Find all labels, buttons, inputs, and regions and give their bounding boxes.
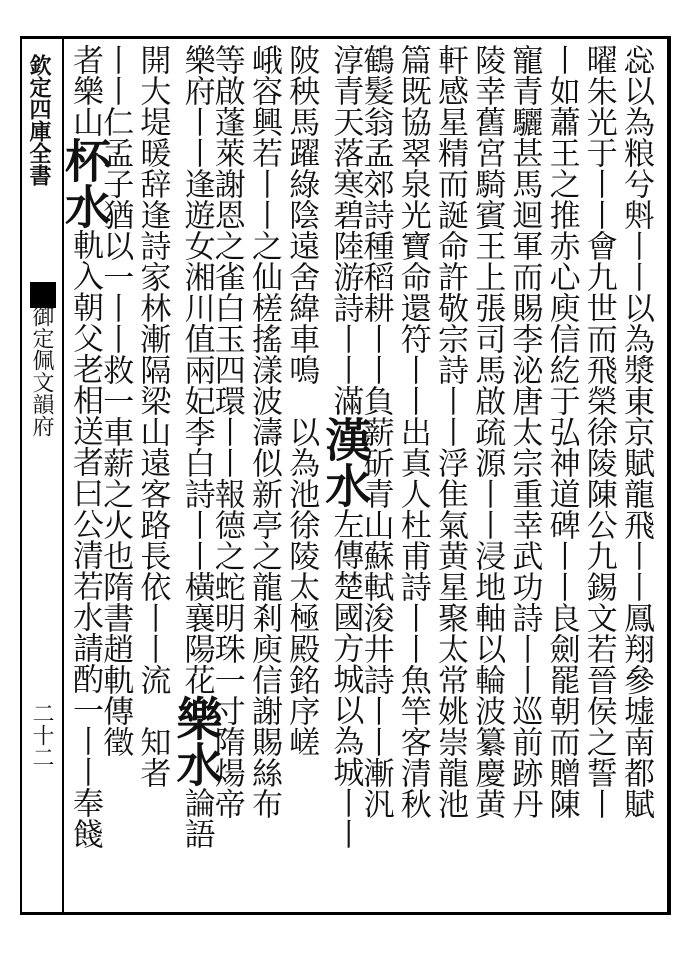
text-column: [246, 44, 282, 819]
column-text: 篇既協翠泉光寶命還符丨丨出真人杜甫詩丨丨魚竿客清秋: [394, 44, 431, 819]
margin-page-number: 二十二: [29, 702, 54, 768]
column-text: 曜朱光于丨丨會九世而飛榮徐陵陳公九錫文若晉侯之誓丨: [580, 44, 617, 819]
frame-right-border: [667, 36, 671, 915]
column-text: 左傳楚國方城以為城丨丨: [327, 508, 364, 849]
column-text: 丨如蕭王之推赤心庾信紇于弘神道碑丨丨良劍罷朝而贈陳: [543, 44, 580, 819]
column-text: 軒感星精而誕命許敬宗詩丨丨浮隹氣黄星聚太常姚崇龍池: [432, 44, 468, 819]
column-text: 等啟蓬萊謝恩之雀白玉四環丨丨報德之蛇明珠一寸隋煬帝: [208, 44, 245, 819]
column-text: 知者: [134, 726, 171, 788]
text-column: [169, 44, 224, 849]
column-text: 淳青天落寒碧陸游詩丨丨滿: [327, 44, 364, 416]
column-text: 軌入朝父老相送者曰公清若水請酌一丨丨奉餞: [67, 229, 103, 849]
column-text: 陂秧馬躍綠陰遠舍緯車鳴: [283, 44, 320, 385]
column-text: 峨容興若丨丨之仙槎搖漾波濤似新亭之龍剎庾信謝賜絲布: [246, 44, 282, 819]
text-column: [318, 44, 373, 849]
column-text: 論語: [178, 787, 215, 849]
text-column: [580, 44, 617, 819]
column-text: 以為池徐陵太極殿銘序嵯: [283, 416, 320, 757]
text-column: [469, 44, 506, 819]
headword: 樂水: [169, 695, 224, 787]
column-text: [283, 385, 319, 416]
column-text: 寵青驪甚馬迴軍而賜李泌唐太宗重幸武功詩丨丨巡前跡丹: [506, 44, 543, 819]
column-text: 惢以為粮兮斞丨丨以為漿東京賦龍飛丨丨鳳翔參墟南都賦: [618, 44, 654, 819]
text-column: [394, 44, 431, 819]
margin-book-title: 御定佩文韻府: [29, 305, 54, 437]
text-column: [506, 44, 543, 819]
column-text: 者樂山: [67, 44, 103, 137]
text-column: [134, 44, 171, 788]
text-column: [432, 44, 468, 819]
column-text: [134, 695, 170, 726]
column-text: 樂府丨丨逢遊女湘川值兩妃李白詩丨丨橫襄陽花: [178, 44, 215, 695]
column-text: 丨丨仁孟子猶以一丨丨救一車薪之火也隋書趙軌傳徵: [97, 44, 134, 757]
text-column: [283, 44, 320, 757]
column-text: 開大堤暖辞逢詩家林漸隔梁山遠客路長依丨丨流: [134, 44, 171, 695]
headword: 杯水: [58, 137, 112, 229]
frame-bottom-border: [20, 912, 670, 915]
text-column: [618, 44, 654, 819]
column-text: 鶴髮翁孟郊詩種稻耕丨丨負薪斫青山蘇軾浚井詩丨丨漸汎: [357, 44, 394, 819]
frame-left-border: [20, 36, 22, 915]
text-column: [543, 44, 580, 819]
headword: 漢水: [318, 416, 373, 508]
frame-top-border: [20, 36, 670, 39]
text-column: [58, 44, 112, 849]
margin-title: 欽定四庫全書: [26, 54, 52, 186]
column-text: 陵幸舊宮騎賓王上張司馬啟疏源丨丨浸地軸以輪波纂慶黄: [469, 44, 506, 819]
